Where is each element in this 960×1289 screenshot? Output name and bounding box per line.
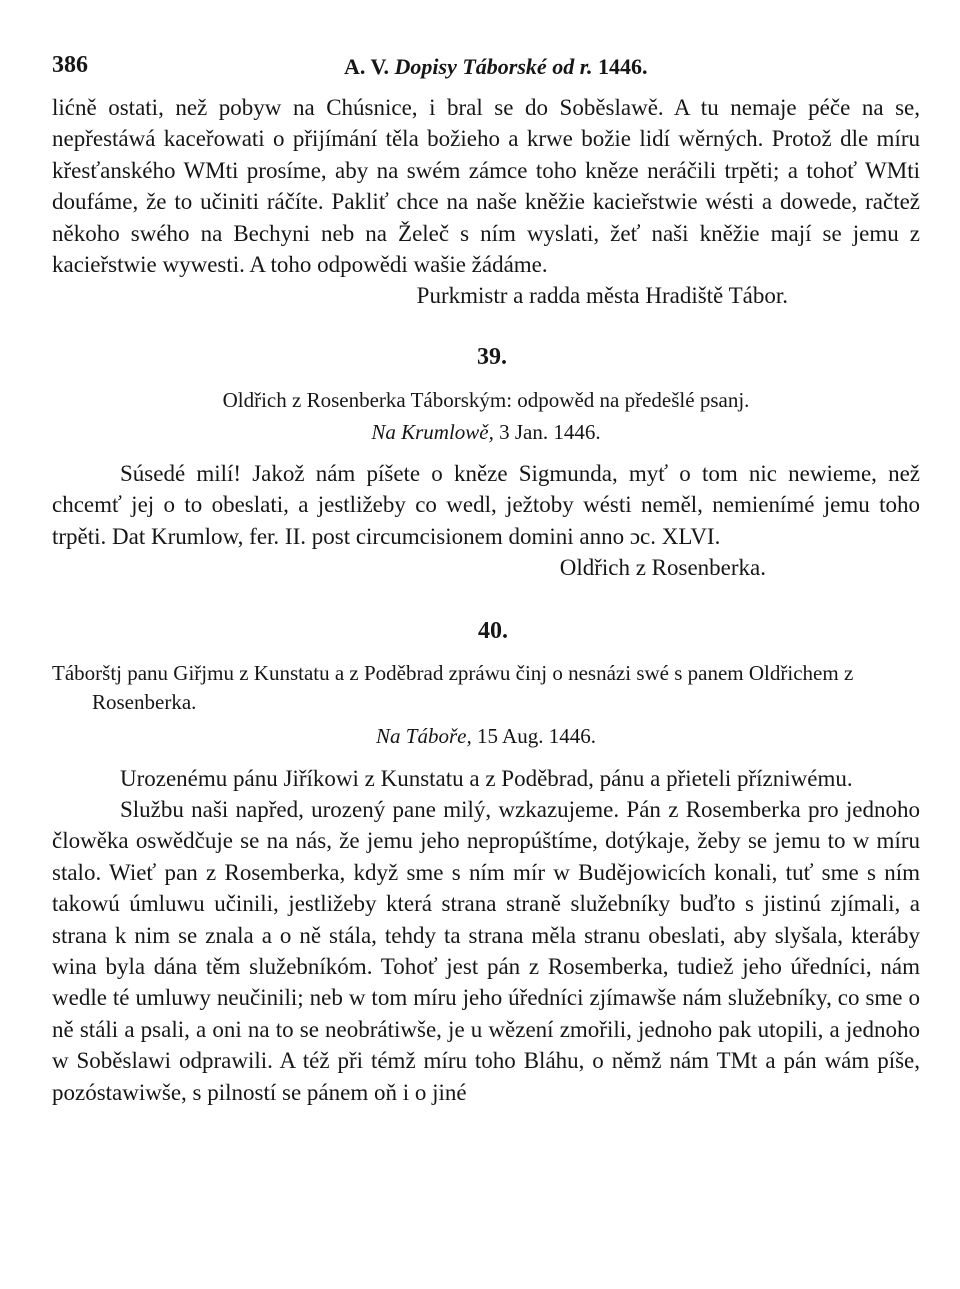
page-number: 386 [52, 52, 88, 78]
letter-40-summary: Táborštj panu Giřjmu z Kunstatu a z Poděbrad zpráwu činj o nesnázi swé s panem Oldřichem z Rosenberka. [52, 661, 854, 715]
letter-number-39: 39. [477, 343, 507, 370]
letter-40-text: Službu naši napřed, urozený pane milý, wzkazujeme. Pán z Rosemberka pro jednoho člowěka oswědčuje se na nás, že jemu jeho nepropúštíme, dotýkaje, žeby se jemu to w míru stalo. Wieť pan z Rosemberka, když sme s ním mír w Budějowicích konali, tuť sme s ním takowú úmluwu učinili, jestližeby která strana straně služebníky buďto s jistinú zjímali, a strana k nim se znala a o ně stála, tehdy ta strana měla stranu obeslati, aby slyšala, kteráby wina byla dána těm služebníkóm. Tohoť jest pán z Rosemberka, tudiež jeho úředníci, nám wedle té umluwy neučinili; neb w tom míru jeho úředníci zjímawše nám služebníky, co sme o ně stáli a psali, a oni na to se neobrátiwše, je u wězení zmořili, jednoho pak utopili, a jednoho w Soběslawi odprawili. A též při témž míru toho Bláhu, o němž nám TMt a pán wám píše, pozóstawiwše, s pilností se pánem oň i o jiné [52, 796, 920, 1105]
letter-40-address: Urozenému pánu Jiříkowi z Kunstatu a z Poděbrad, pánu a přieteli přízniwému. [120, 765, 853, 791]
signature-rosenberk: Oldřich z Rosenberka. [559, 555, 766, 581]
running-title [344, 54, 648, 80]
page-body [52, 92, 920, 1108]
header-year: 1446. [598, 54, 648, 79]
series-label: A. V. [344, 54, 390, 79]
letter-40-place: Na Táboře, [376, 724, 472, 749]
letter-number-40: 40. [478, 617, 508, 644]
collection-title: Dopisy Táborské od r. [394, 54, 593, 79]
letter-40-dateline [52, 721, 920, 752]
letter-40-date: 15 Aug. 1446. [476, 724, 596, 749]
continued-paragraph: lićně ostati, než pobyw na Chúsnice, i bral se do Soběslawě. A tu nemaje péče na se, nepřestáwá kaceřowati o přijímání těla božieho a krwe božie lidí wěrných. Protož dle míru křesťanského WMti prosíme, aby na swém zámce toho kněze neráčili trpěti; a tohoť WMti doufáme, že to učiniti ráčíte. Pakliť chce na naše kněžie kacieřstwie wésti a dowede, račtež někoho swého na Bechyni neb na Želeč s ním wyslati, žeť naši kněžie mají se jemu z kacieřstwie wywesti. A toho odpowědi wašie žádáme. [52, 95, 920, 278]
running-header [52, 52, 920, 86]
letter-39-place: Na Krumlowě, [371, 419, 494, 444]
letter-39-text: Súsedé milí! Jakož nám píšete o kněze Sigmunda, myť o tom nic newieme, než chcemť jej o to obeslati, a jestližeby co wedl, ježtoby wésti neměl, nemienímé jemu toho trpěti. Dat Krumlow, fer. II. post circumcisionem domini anno ɔc. XLVI. [52, 461, 920, 549]
letter-39-dateline [52, 417, 920, 448]
letter-39-summary: Oldřich z Rosenberka Táborským: odpowěd na předešlé psanj. [222, 388, 750, 413]
signature-tabor: Purkmistr a radda města Hradiště Tábor. [416, 283, 788, 309]
letter-39-date: 3 Jan. 1446. [499, 419, 601, 444]
